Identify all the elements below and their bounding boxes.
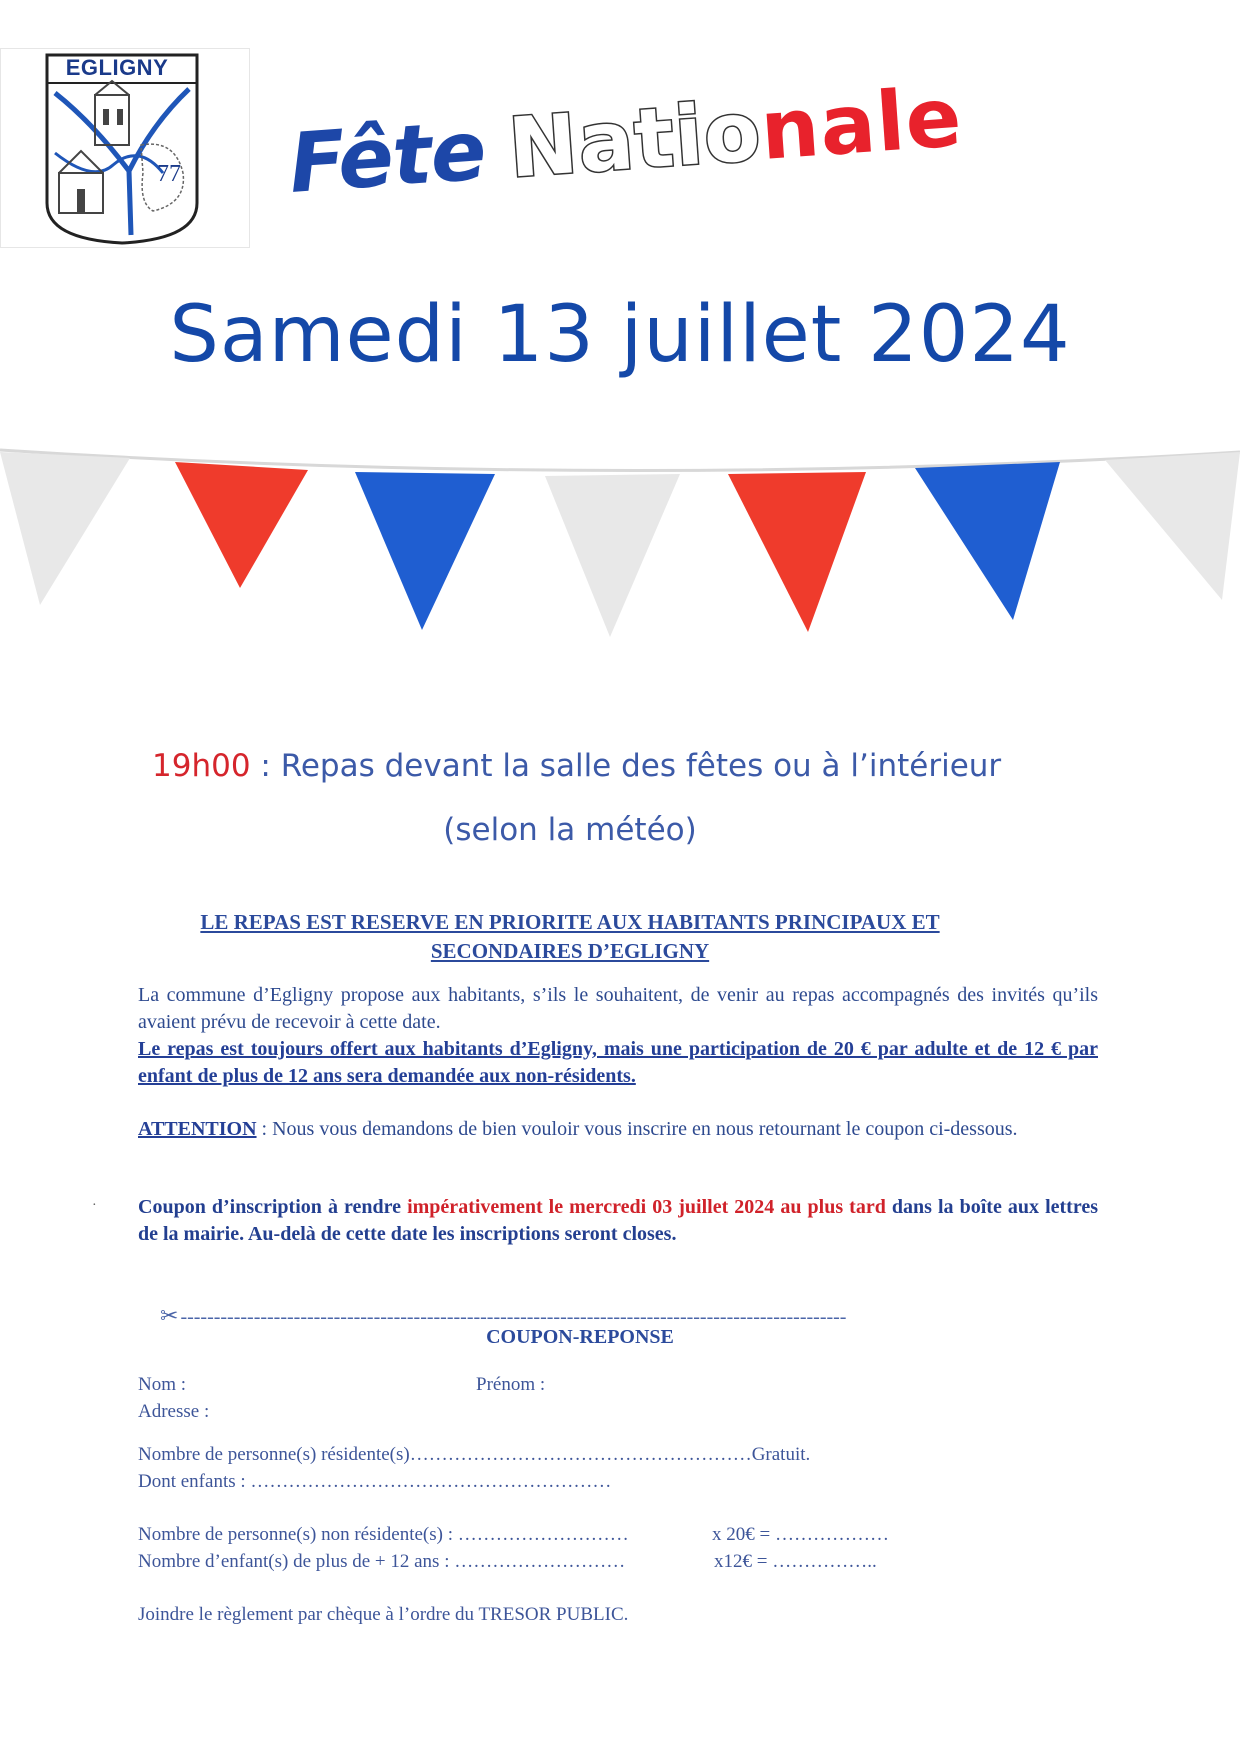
children-line: Dont enfants : ………………………………………………… [138,1471,612,1492]
attention-label: ATTENTION [138,1118,257,1140]
attention-paragraph [138,1116,1098,1143]
deadline-part1: Coupon d’inscription à rendre [138,1196,408,1218]
residents-line: Nombre de personne(s) résidente(s)………………………………………………Gratuit. [138,1444,811,1465]
pennant-2 [175,462,308,588]
pennant-5 [728,472,866,632]
non-residents-line: Nombre de personne(s) non résidente(s) : ……………………… [138,1524,629,1545]
pennant-4 [545,474,680,637]
event-time: 19h00 [152,748,251,784]
title-word-nale: nale [757,70,966,179]
reservation-heading-line1: LE REPAS EST RESERVE EN PRIORITE AUX HABITANTS PRINCIPAUX ET [200,910,940,934]
participation-text: Le repas est toujours offert aux habitants d’Egligny, mais une participation de 20 € par adulte et de 12 € par enfant de plus de 12 ans sera demandée aux non-résidents. [138,1038,1098,1087]
children-over12-line: Nombre d’enfant(s) de plus de + 12 ans : ……………………… [138,1551,626,1572]
pennant-6 [915,462,1060,620]
cut-line-dashes: ---------------------------------------------------------------------------------------------------- [180,1306,847,1323]
cut-line [160,1303,1005,1323]
title-word-natio: Natio [505,84,765,197]
coat-of-arms-icon [43,53,201,245]
non-residents-price: x 20€ = ……………… [712,1524,889,1545]
coupon-title: COUPON-REPONSE [486,1326,674,1348]
deadline-paragraph [138,1194,1098,1248]
reservation-heading-line2: SECONDAIRES D’EGLIGNY [430,939,710,963]
deadline-date: impérativement le mercredi 03 juillet 2024 au plus tard [407,1196,886,1218]
pennant-3 [355,472,495,630]
nom-label: Nom : [138,1374,187,1395]
pennant-1 [0,452,130,605]
department-number: 77 [157,161,181,187]
children-over12-price: x12€ = …………….. [714,1551,877,1572]
deadline-part3: dans la boîte aux lettres de la mairie. Au-delà de cette date les inscriptions seront closes. [138,1196,1098,1245]
commune-logo [0,48,250,248]
title-word-fete: Fête [286,103,489,212]
event-description: : Repas devant la salle des fêtes ou à l’intérieur [250,748,1002,784]
prenom-label: Prénom : [476,1374,546,1395]
stray-dot: · [92,1198,97,1213]
event-time-line [152,748,1152,784]
pennant-7 [1105,452,1240,600]
commune-name: EGLIGNY [65,55,169,80]
intro-text: La commune d’Egligny propose aux habitants, s’ils le souhaitent, de venir au repas accompagnés des invités qu’ils avaient prévu de recevoir à cette date. [138,984,1098,1033]
attention-text: : Nous vous demandons de bien vouloir vous inscrire en nous retournant le coupon ci-dessous. [256,1118,1018,1140]
event-date: Samedi 13 juillet 2024 [169,290,1071,380]
payment-note: Joindre le règlement par chèque à l’ordre du TRESOR PUBLIC. [138,1604,629,1625]
reservation-heading [150,908,990,966]
scissors-icon: ✂ [160,1303,179,1323]
fete-nationale-title [286,56,1073,235]
tricolor-bunting [0,430,1240,650]
adresse-label: Adresse : [138,1401,210,1422]
intro-paragraph [138,982,1098,1090]
weather-note: (selon la météo) [443,812,697,848]
